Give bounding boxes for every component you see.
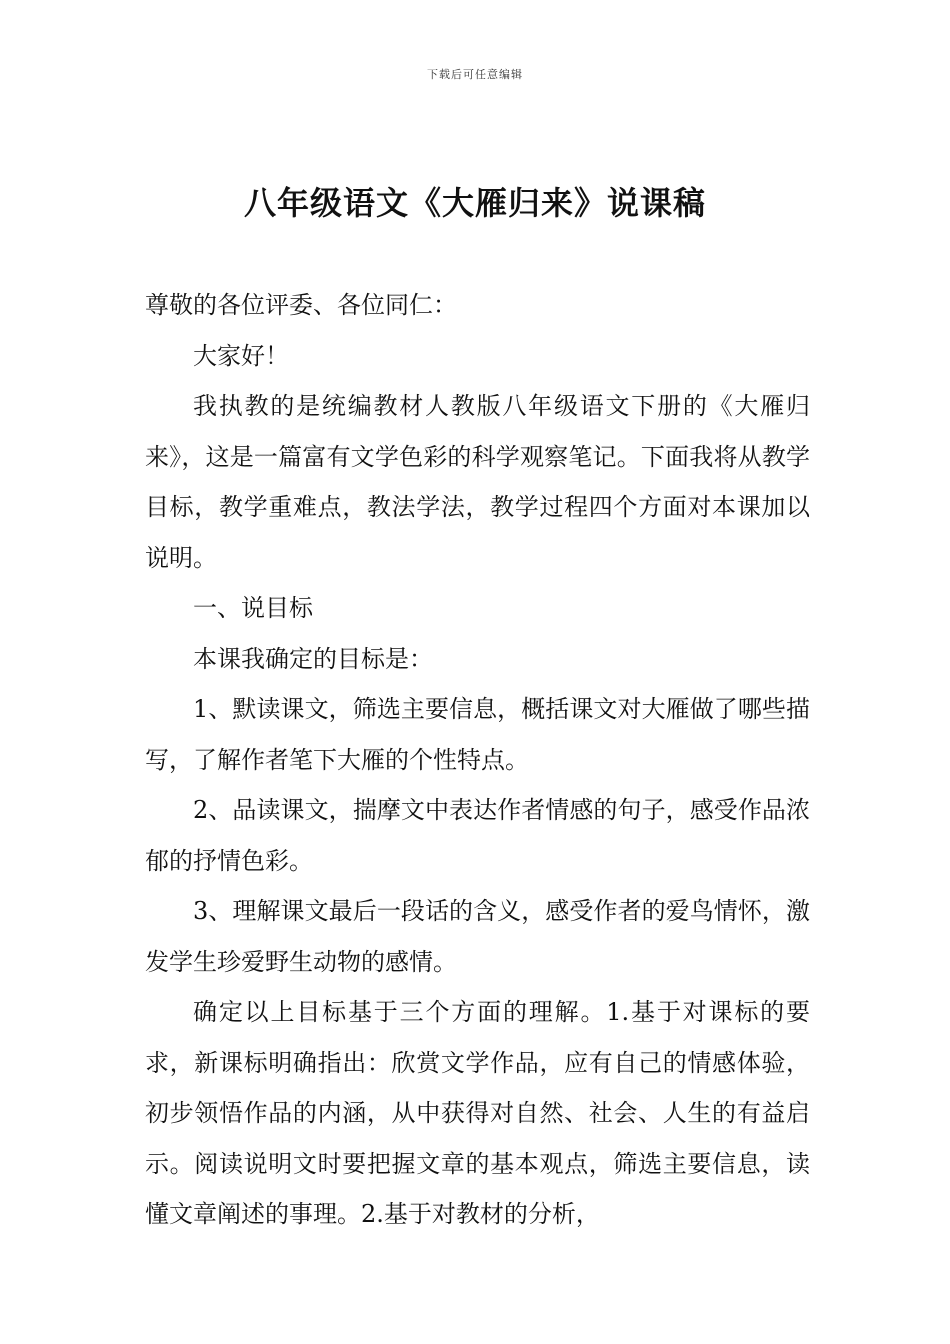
intro-paragraph: 我执教的是统编教材人教版八年级语文下册的《大雁归来》，这是一篇富有文学色彩的科学观察笔记。下面我将从教学目标，教学重难点，教法学法，教学过程四个方面对本课加以说明。 bbox=[145, 392, 810, 572]
salutation-paragraph: 尊敬的各位评委、各位同仁： bbox=[145, 291, 457, 319]
objective-item-2: 2、品读课文，揣摩文中表达作者情感的句子，感受作品浓郁的抒情色彩。 bbox=[145, 796, 810, 875]
document-title: 八年级语文《大雁归来》说课稿 bbox=[243, 184, 706, 222]
section-heading-objectives: 一、说目标 bbox=[193, 594, 313, 622]
greeting-paragraph: 大家好！ bbox=[193, 341, 289, 370]
objective-item-1: 1、默读课文，筛选主要信息，概括课文对大雁做了哪些描写，了解作者笔下大雁的个性特点。 bbox=[145, 695, 810, 774]
objective-item-3: 3、理解课文最后一段话的含义，感受作者的爱鸟情怀，激发学生珍爱野生动物的感情。 bbox=[145, 897, 810, 976]
rationale-paragraph: 确定以上目标基于三个方面的理解。1.基于对课标的要求，新课标明确指出：欣赏文学作品，应有自己的情感体验，初步领悟作品的内涵，从中获得对自然、社会、人生的有益启示。阅读说明文时要把握文章的基本观点，筛选主要信息，读懂文章阐述的事理。2.基于对教材的分析， bbox=[145, 998, 810, 1228]
objectives-lead-paragraph: 本课我确定的目标是： bbox=[193, 644, 433, 673]
header-note: 下载后可任意编辑 bbox=[427, 68, 523, 81]
document-body bbox=[145, 280, 810, 1240]
